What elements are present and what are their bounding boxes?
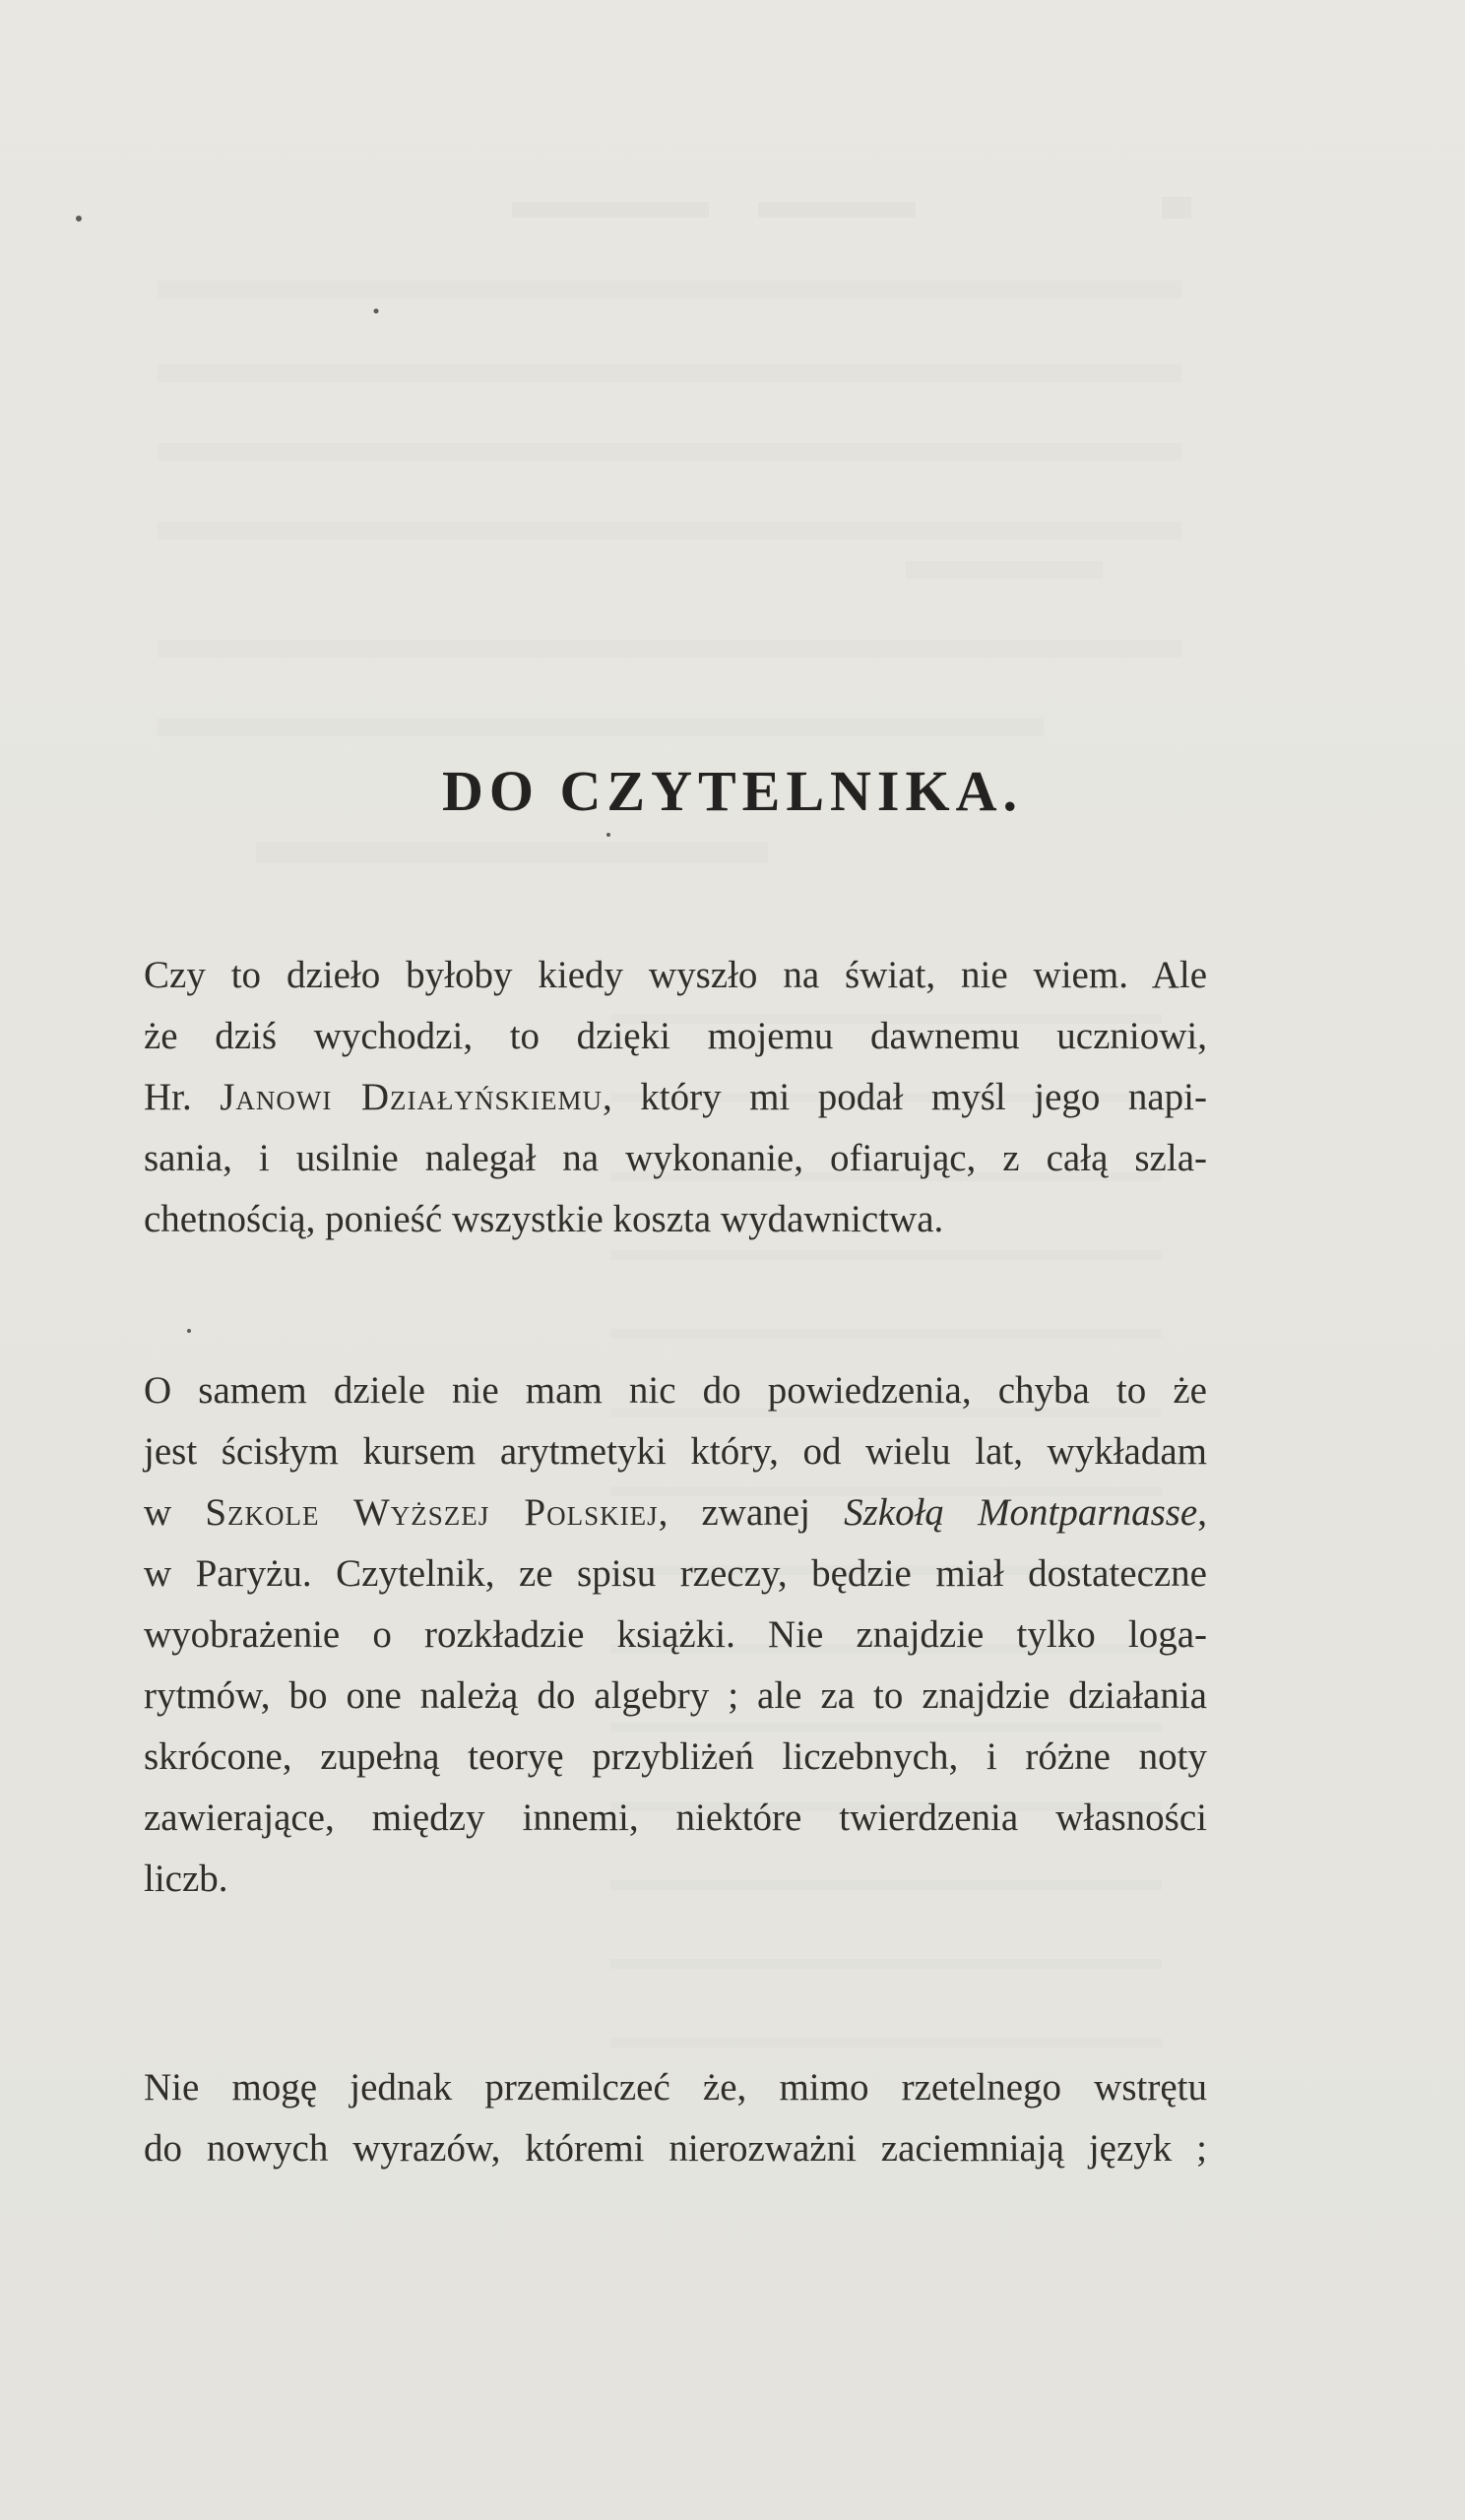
school-alias: Szkołą Montparnasse [844, 1491, 1198, 1534]
text-line: O samem dziele nie mam nic do powiedzenia, chyba to że [144, 1369, 1207, 1412]
text-line: w Paryżu. Czytelnik, ze spisu rzeczy, będzie miał dostateczne [144, 1552, 1207, 1595]
text-line: Hr. Janowi Działyńskiemu, który mi podał myśl jego napi- [144, 1076, 1207, 1118]
text-line: w Szkole Wyższej Polskiej, zwanej Szkołą Montparnasse, [144, 1491, 1207, 1534]
text-line: że dziś wychodzi, to dzięki mojemu dawnemu uczniowi, [144, 1015, 1207, 1057]
paragraph-2 [144, 1360, 1207, 1910]
text-line: zawierające, między innemi, niektóre twierdzenia własności [144, 1796, 1207, 1839]
paragraph-3 [144, 2057, 1207, 2179]
text-line: wyobrażenie o rozkładzie książki. Nie znajdzie tylko loga- [144, 1613, 1207, 1656]
text-line: jest ścisłym kursem arytmetyki który, od wielu lat, wykładam [144, 1430, 1207, 1473]
text-line: do nowych wyrazów, któremi nierozważni zaciemniają język ; [144, 2127, 1207, 2170]
text-line: rytmów, bo one należą do algebry ; ale za to znajdzie działania [144, 1674, 1207, 1717]
patron-name: Janowi Działyńskiemu [220, 1076, 604, 1118]
page-title: DO CZYTELNIKA. [442, 759, 1023, 823]
text-line: liczb. [144, 1858, 228, 1900]
text-line: sania, i usilnie nalegał na wykonanie, ofiarując, z całą szla- [144, 1137, 1207, 1179]
school-name: Szkole Wyższej Polskiej [205, 1491, 659, 1534]
text-line: Czy to dzieło byłoby kiedy wyszło na świat, nie wiem. Ale [144, 954, 1207, 996]
text-line: skrócone, zupełną teoryę przybliżeń liczebnych, i różne noty [144, 1735, 1207, 1778]
text-line: chetnością, ponieść wszystkie koszta wydawnictwa. [144, 1198, 944, 1240]
text-line: Nie mogę jednak przemilczeć że, mimo rzetelnego wstrętu [144, 2066, 1207, 2109]
paragraph-1 [144, 945, 1207, 1250]
